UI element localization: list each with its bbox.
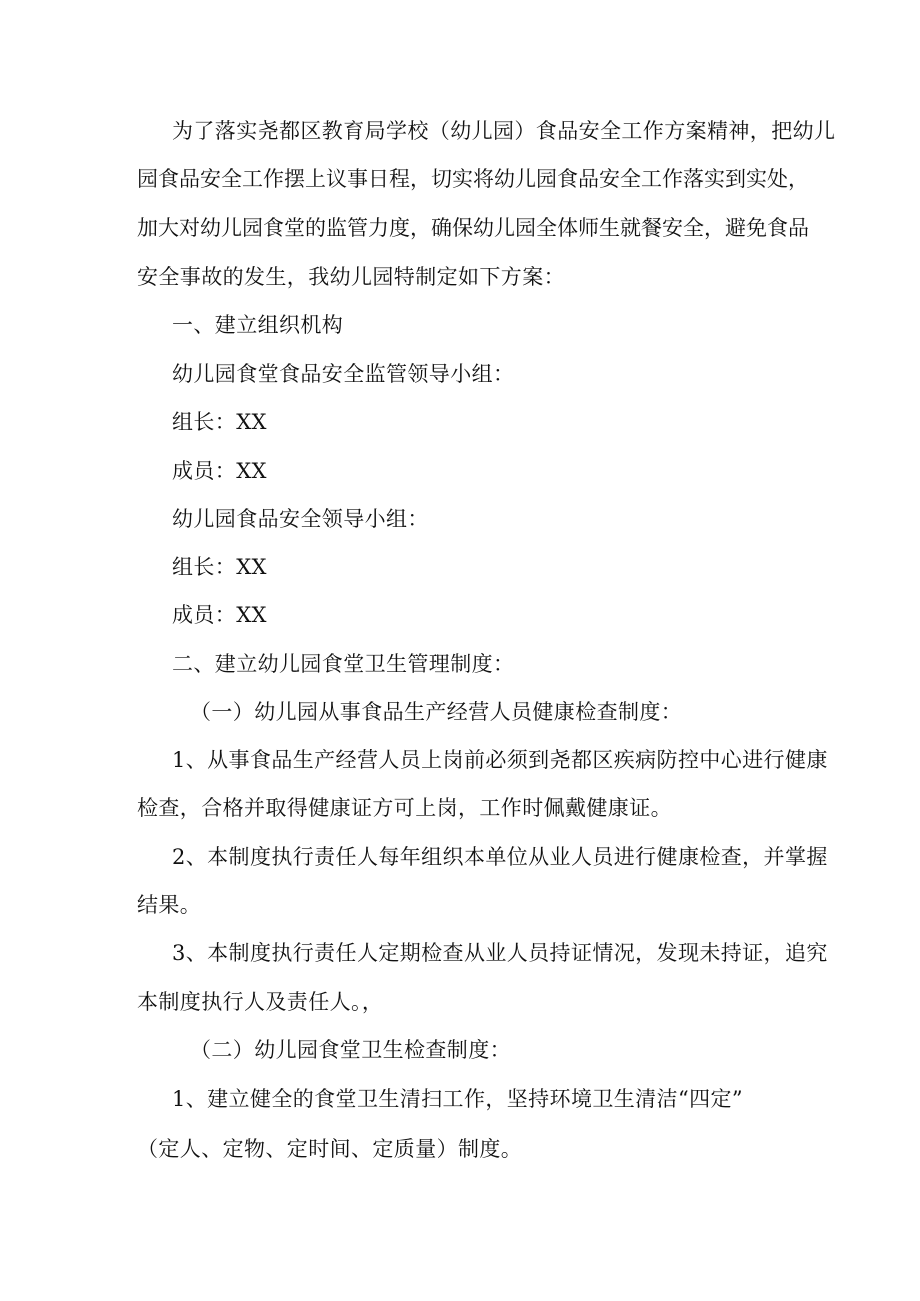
sub1-item2-line1: 2、本制度执行责任人每年组织本单位从业人员进行健康检查，并掌握 <box>172 845 828 869</box>
group1-title: 幼儿园食堂食品安全监管领导小组： <box>172 362 515 386</box>
sub1-item2-line2: 结果。 <box>137 893 202 917</box>
subsection2-heading: （二）幼儿园食堂卫生检查制度： <box>190 1038 511 1062</box>
sub1-item3-line2: 本制度执行人及责任人。， <box>137 990 384 1014</box>
intro-line-1: 为了落实尧都区教育局学校（幼儿园）食品安全工作方案精神，把幼儿 <box>172 119 836 143</box>
section1-heading: 一、建立组织机构 <box>172 313 344 337</box>
sub1-item1-line1: 1、从事食品生产经营人员上岗前必须到尧都区疾病防控中心进行健康 <box>172 748 828 772</box>
group2-members: 成员：XX <box>172 603 267 627</box>
sub1-item1-line2: 检查，合格并取得健康证方可上岗，工作时佩戴健康证。 <box>137 796 672 820</box>
intro-line-2: 园食品安全工作摆上议事日程，切实将幼儿园食品安全工作落实到实处， <box>137 167 809 191</box>
sub2-item1-line2: （定人、定物、定时间、定质量）制度。 <box>137 1137 523 1161</box>
sub1-item3-line1: 3、本制度执行责任人定期检查从业人员持证情况，发现未持证，追究 <box>172 941 828 965</box>
group2-leader: 组长：XX <box>172 555 267 579</box>
group1-leader: 组长：XX <box>172 410 267 434</box>
group1-members: 成员：XX <box>172 459 267 483</box>
subsection1-heading: （一）幼儿园从事食品生产经营人员健康检查制度： <box>190 700 683 724</box>
intro-line-3: 加大对幼儿园食堂的监管力度，确保幼儿园全体师生就餐安全，避免食品 <box>137 216 809 240</box>
section2-heading: 二、建立幼儿园食堂卫生管理制度： <box>172 652 515 676</box>
sub2-item1-line1: 1、建立健全的食堂卫生清扫工作，坚持环境卫生清洁“四定” <box>172 1087 744 1111</box>
group2-title: 幼儿园食品安全领导小组： <box>172 507 429 531</box>
intro-line-4: 安全事故的发生，我幼儿园特制定如下方案： <box>137 265 565 289</box>
